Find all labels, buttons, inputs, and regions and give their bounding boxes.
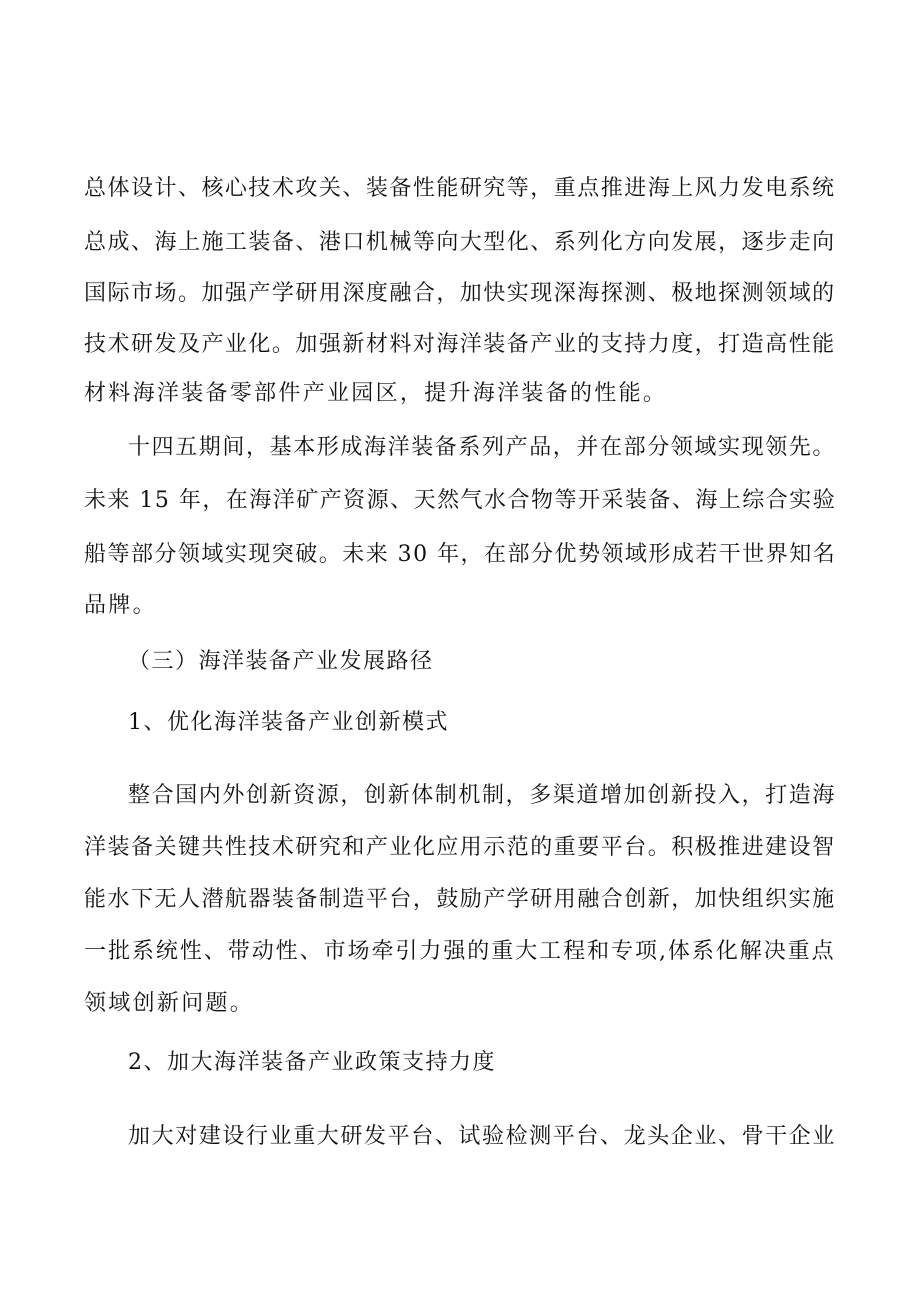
paragraph-line: 国际市场。加强产学研用深度融合，加快实现深海探测、极地探测领域的 [84, 281, 836, 306]
paragraph-line: 能水下无人潜航器装备制造平台，鼓励产学研用融合创新，加快组织实施 [84, 887, 836, 912]
section-heading: （三）海洋装备产业发展路径 [128, 649, 434, 674]
paragraph-line: 船等部分领域实现突破。未来 30 年，在部分优势领域形成若干世界知名 [84, 542, 837, 567]
paragraph-line: 未来 15 年，在海洋矿产资源、天然气水合物等开采装备、海上综合实验 [84, 488, 837, 513]
paragraph-line: 洋装备关键共性技术研究和产业化应用示范的重要平台。积极推进建设智 [84, 835, 836, 860]
paragraph-line: 整合国内外创新资源，创新体制机制，多渠道增加创新投入，打造海 [128, 783, 837, 808]
subsection-heading: 1、优化海洋装备产业创新模式 [128, 710, 449, 735]
paragraph-line: 一批系统性、带动性、市场牵引力强的重大工程和专项,体系化解决重点 [84, 939, 836, 964]
paragraph-line: 总成、海上施工装备、港口机械等向大型化、系列化方向发展，逐步走向 [84, 230, 836, 255]
paragraph-line: 总体设计、核心技术攻关、装备性能研究等，重点推进海上风力发电系统 [84, 176, 836, 201]
paragraph-line: 领域创新问题。 [84, 991, 255, 1016]
paragraph-line: 十四五期间，基本形成海洋装备系列产品，并在部分领域实现领先。 [128, 435, 837, 460]
subsection-heading: 2、加大海洋装备产业政策支持力度 [128, 1050, 496, 1075]
paragraph-line: 材料海洋装备零部件产业园区，提升海洋装备的性能。 [84, 381, 668, 406]
paragraph-line: 品牌。 [84, 593, 157, 618]
paragraph-line: 加大对建设行业重大研发平台、试验检测平台、龙头企业、骨干企业 [128, 1124, 837, 1149]
paragraph-line: 技术研发及产业化。加强新材料对海洋装备产业的支持力度，打造高性能 [84, 332, 836, 357]
